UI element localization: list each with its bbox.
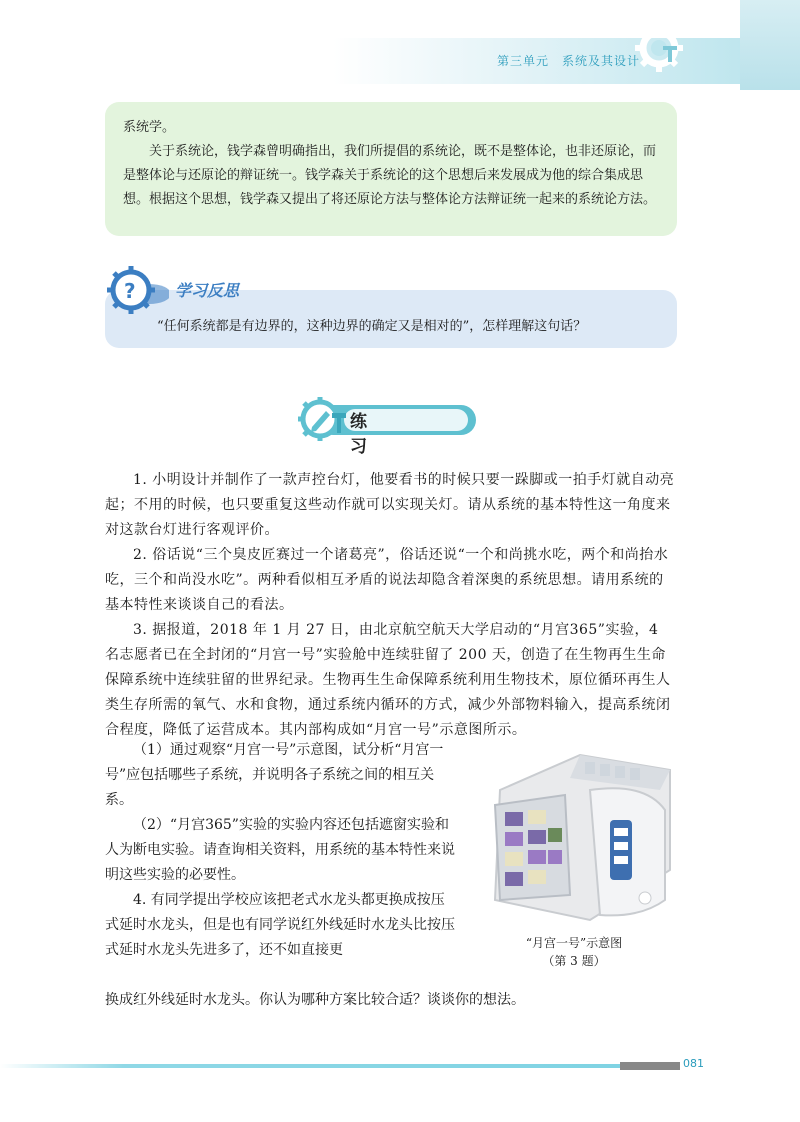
reflection-question: “任何系统都是有边界的，这种边界的确定又是相对的”，怎样理解这句话？ (157, 319, 587, 334)
page-header (0, 0, 800, 90)
info-box (105, 102, 677, 236)
page-number: 081 (683, 1057, 704, 1070)
exercise-title: 练 习 (350, 412, 464, 457)
exercise-banner (298, 397, 476, 457)
question-2: 2. 俗话说“三个臭皮匠赛过一个诸葛亮”，俗话还说“一个和尚挑水吃，两个和尚抬水吃，三个和尚没水吃”。两种看似相互矛盾的说法却隐含着深奥的系统思想。请用系统的基本特性来谈谈自己的看法。 (105, 547, 669, 613)
figure-caption-title: “月宫一号”示意图 (525, 936, 623, 950)
lunar-palace-figure (470, 750, 678, 925)
svg-text:?: ? (124, 279, 136, 303)
page-footer (0, 1057, 800, 1073)
pencil-gear-icon (298, 397, 346, 441)
header-corner-block (740, 0, 800, 90)
question-4-continued: 换成红外线延时水龙头。你认为哪种方案比较合适？谈谈你的想法。 (105, 992, 525, 1008)
info-box-line: 系统学。 (123, 120, 176, 135)
figure-caption (470, 934, 678, 970)
unit-title: 第三单元 系统及其设计 (497, 54, 641, 68)
figure-caption-number: （第 3 题） (542, 954, 606, 968)
footer-line (0, 1064, 620, 1068)
gear-logo-icon (633, 22, 685, 74)
footer-bar (620, 1062, 680, 1070)
info-box-paragraph: 关于系统论，钱学森曾明确指出，我们所提倡的系统论，既不是整体论，也非还原论，而是整体论与还原论的辩证统一。钱学森关于系统论的这个思想后来发展成为他的综合集成思想。根据这个思想，钱学森又提出了将还原论方法与整体论方法辩证统一起来的系统论方法。 (123, 144, 657, 207)
reflection-title: 学习反思 (175, 281, 240, 300)
question-4: 4. 有同学提出学校应该把老式水龙头都更换成按压式延时水龙头，但是也有同学说红外线延时水龙头比按压式延时水龙头先进多了，还不如直接更 (105, 892, 455, 958)
question-gear-icon (103, 260, 169, 318)
question-1: 1. 小明设计并制作了一款声控台灯，他要看书的时候只要一跺脚或一拍手灯就自动亮起；不用的时候，也只要重复这些动作就可以实现关灯。请从系统的基本特性这一角度来对这款台灯进行客观评价。 (105, 472, 675, 538)
reflection-section (105, 279, 677, 348)
question-3: 3. 据报道，2018 年 1 月 27 日，由北京航空航天大学启动的“月宫365”实验，4 名志愿者已在全封闭的“月宫一号”实验舱中连续驻留了 200 天，创造了在生物再生生命保障系统中连续驻留的世界纪录。生物再生生命保障系统利用生物技术，原位循环再生人类生存所需的氧气、水和食物，通过系统内循环的方式，减少外部物料输入，提高系统闭合程度，降低了运营成本。其内部构成如“月宫一号”示意图所示。 (105, 622, 671, 738)
exercise-body-wrapped (105, 738, 457, 963)
question-3-part-2: （2）“月宫365”实验的实验内容还包括遮窗实验和人为断电实验。请查询相关资料，用系统的基本特性来说明这些实验的必要性。 (105, 817, 455, 883)
question-3-part-1: （1）通过观察“月宫一号”示意图，试分析“月宫一号”应包括哪些子系统，并说明各子系统之间的相互关系。 (105, 742, 444, 808)
exercise-body (105, 468, 677, 743)
